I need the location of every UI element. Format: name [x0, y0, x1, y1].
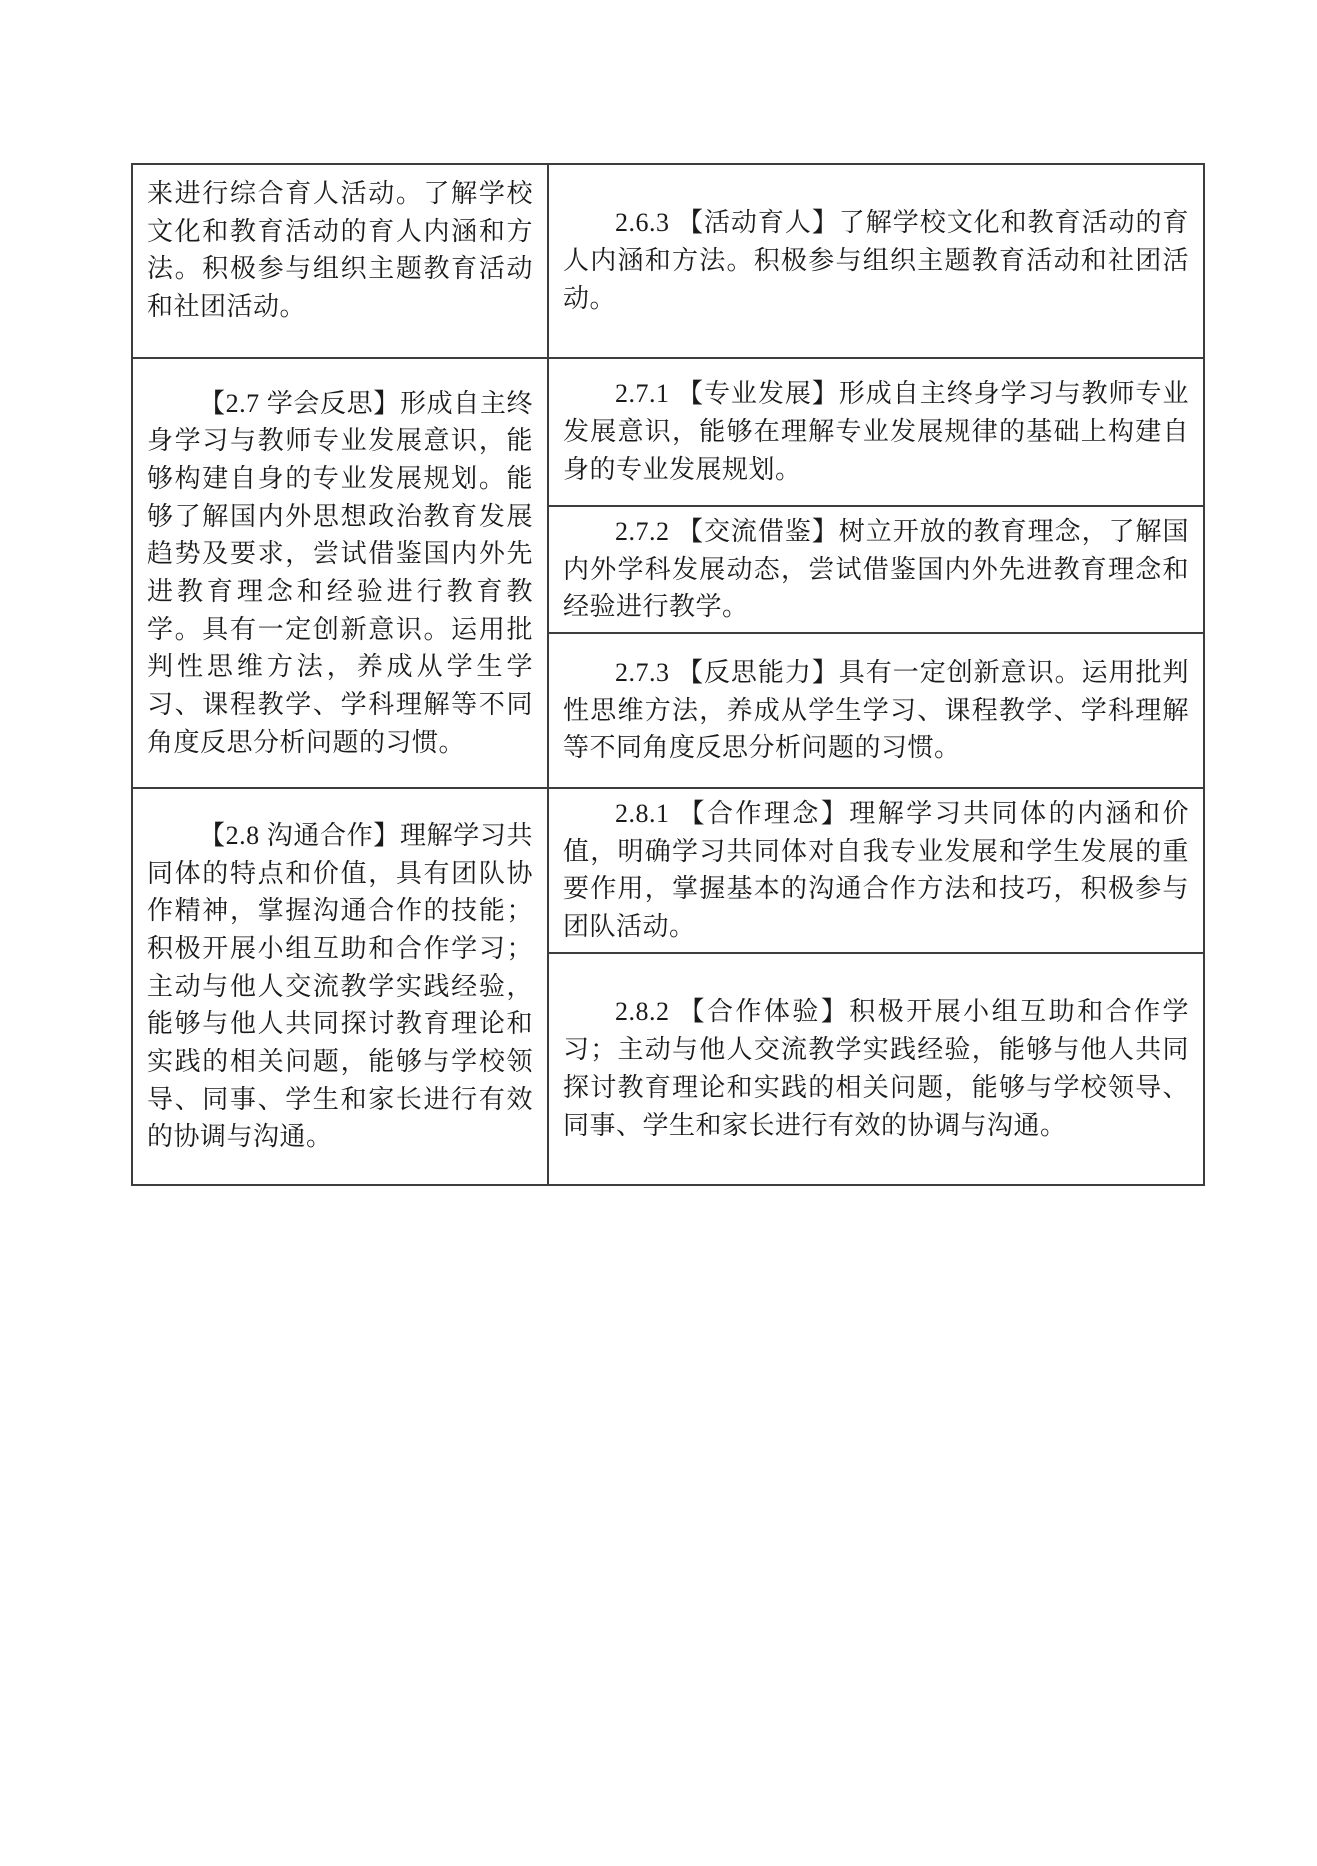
- table-cell-2-6-3: [548, 164, 1204, 358]
- cell-paragraph: 2.8.1 【合作理念】理解学习共同体的内涵和价值，明确学习共同体对自我专业发展和学生发展的重要作用，掌握基本的沟通合作方法和技巧，积极参与团队活动。: [563, 799, 1189, 942]
- table-cell-left-2-7: [132, 358, 548, 788]
- cell-paragraph: 【2.7 学会反思】形成自主终身学习与教师专业发展意识，能够构建自身的专业发展规划。能够了解国内外思想政治教育发展趋势及要求，尝试借鉴国内外先进教育理念和经验进行教育教学。具有一定创新意识。运用批判性思维方法，养成从学生学习、课程教学、学科理解等不同角度反思分析问题的习惯。: [147, 388, 533, 757]
- cell-paragraph: 2.7.2 【交流借鉴】树立开放的教育理念，了解国内外学科发展动态，尝试借鉴国内外先进教育理念和经验进行教学。: [563, 517, 1189, 622]
- table-row: [132, 358, 1204, 506]
- table-cell-left-2-8: [132, 788, 548, 1185]
- cell-paragraph: 2.8.2 【合作体验】积极开展小组互助和合作学习；主动与他人交流教学实践经验，能够与他人共同探讨教育理论和实践的相关问题，能够与学校领导、同事、学生和家长进行有效的协调与沟通。: [563, 997, 1189, 1140]
- table-cell-2-7-2: [548, 506, 1204, 633]
- table-row: [132, 164, 1204, 358]
- table-cell-2-8-2: [548, 953, 1204, 1185]
- standards-table: [131, 163, 1205, 1186]
- table-cell-2-8-1: [548, 788, 1204, 953]
- cell-paragraph: 【2.8 沟通合作】理解学习共同体的特点和价值，具有团队协作精神，掌握沟通合作的技能；积极开展小组互助和合作学习；主动与他人交流教学实践经验，能够与他人共同探讨教育理论和实践的相关问题，能够与学校领导、同事、学生和家长进行有效的协调与沟通。: [147, 820, 533, 1152]
- cell-paragraph: 2.7.1 【专业发展】形成自主终身学习与教师专业发展意识，能够在理解专业发展规律的基础上构建自身的专业发展规划。: [563, 379, 1189, 484]
- cell-paragraph: 2.6.3 【活动育人】了解学校文化和教育活动的育人内涵和方法。积极参与组织主题教育活动和社团活动。: [563, 208, 1189, 313]
- table-row: [132, 788, 1204, 953]
- cell-paragraph: 2.7.3 【反思能力】具有一定创新意识。运用批判性思维方法，养成从学生学习、课程教学、学科理解等不同角度反思分析问题的习惯。: [563, 658, 1189, 763]
- cell-paragraph: 来进行综合育人活动。了解学校文化和教育活动的育人内涵和方法。积极参与组织主题教育活动和社团活动。: [147, 179, 533, 322]
- table-cell-2-7-1: [548, 358, 1204, 506]
- table-cell-left-continuation: [132, 164, 548, 358]
- table-cell-2-7-3: [548, 633, 1204, 788]
